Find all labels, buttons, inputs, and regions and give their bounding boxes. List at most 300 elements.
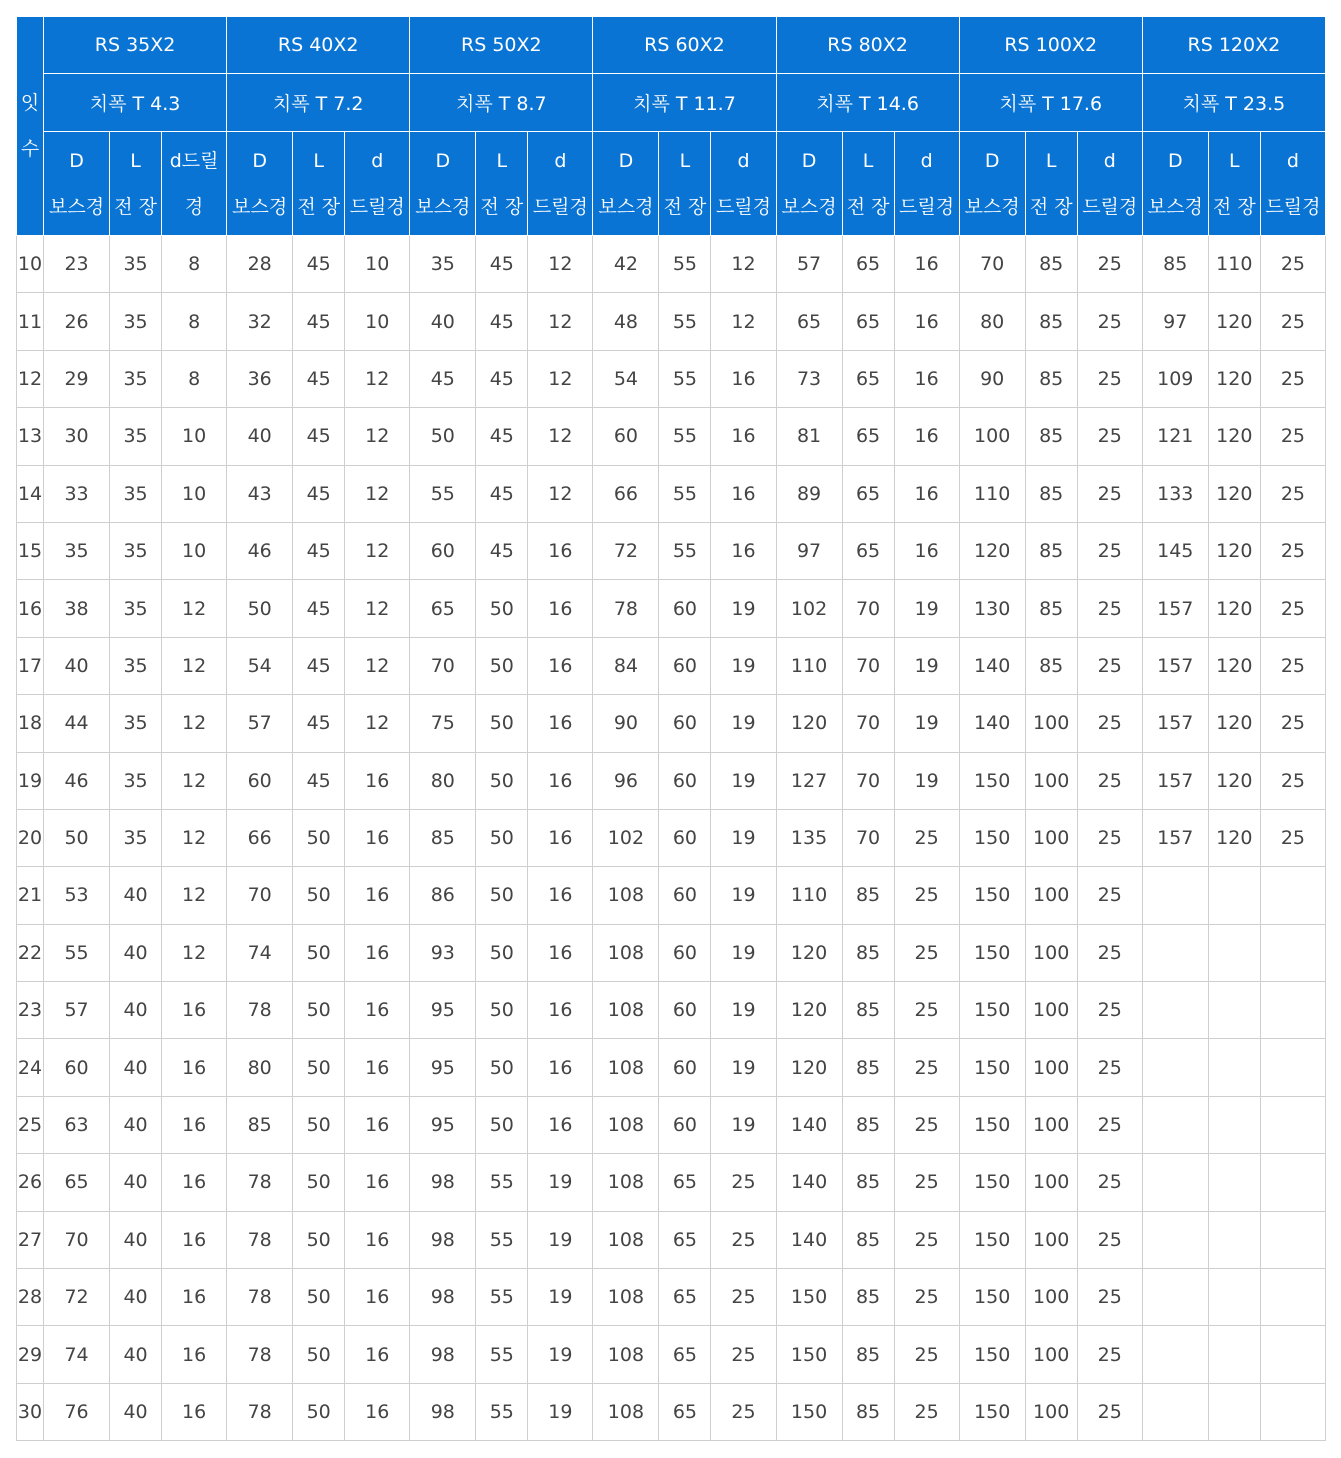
tooth-count-cell: 15	[17, 522, 44, 579]
table-cell: 12	[711, 293, 776, 350]
table-cell: 150	[959, 1326, 1025, 1383]
table-cell: 55	[476, 1383, 528, 1440]
table-cell: 25	[894, 1096, 959, 1153]
table-cell: 19	[711, 752, 776, 809]
tooth-count-cell: 26	[17, 1154, 44, 1211]
table-cell: 25	[894, 1154, 959, 1211]
table-cell: 120	[776, 1039, 842, 1096]
table-cell: 108	[593, 924, 659, 981]
table-cell: 80	[410, 752, 476, 809]
tooth-width-header: 치폭 T 4.3	[44, 74, 227, 132]
table-cell: 40	[110, 1039, 162, 1096]
table-cell: 70	[959, 236, 1025, 293]
tooth-count-cell: 28	[17, 1269, 44, 1326]
table-cell: 35	[410, 236, 476, 293]
table-row	[17, 580, 1326, 637]
table-cell: 19	[711, 924, 776, 981]
tooth-count-cell: 14	[17, 465, 44, 522]
table-cell: 45	[410, 350, 476, 407]
tooth-count-cell: 25	[17, 1096, 44, 1153]
table-row	[17, 924, 1326, 981]
table-cell: 85	[1025, 236, 1077, 293]
table-cell: 25	[1260, 522, 1325, 579]
table-cell: 44	[44, 695, 110, 752]
col-header-boss-diameter: D 보스경	[593, 132, 659, 236]
table-cell: 25	[1260, 637, 1325, 694]
table-cell: 25	[894, 1039, 959, 1096]
table-cell	[1208, 1154, 1260, 1211]
table-cell: 19	[711, 1096, 776, 1153]
table-cell: 60	[659, 695, 711, 752]
table-cell: 98	[410, 1269, 476, 1326]
table-cell: 66	[227, 809, 293, 866]
table-cell: 150	[776, 1326, 842, 1383]
col-header-drill-diameter: d드릴 경	[162, 132, 227, 236]
table-cell: 16	[528, 982, 593, 1039]
table-cell: 40	[110, 1211, 162, 1268]
tooth-width-header: 치폭 T 14.6	[776, 74, 959, 132]
table-cell: 135	[776, 809, 842, 866]
table-cell: 50	[410, 408, 476, 465]
table-cell: 85	[842, 982, 894, 1039]
table-cell: 16	[345, 752, 410, 809]
table-cell: 150	[959, 809, 1025, 866]
table-cell: 25	[1077, 465, 1142, 522]
tooth-count-cell: 19	[17, 752, 44, 809]
table-cell: 90	[959, 350, 1025, 407]
table-cell: 120	[1208, 695, 1260, 752]
table-cell: 150	[959, 1154, 1025, 1211]
table-cell	[1260, 1326, 1325, 1383]
table-cell: 54	[227, 637, 293, 694]
col-header-boss-diameter: D 보스경	[227, 132, 293, 236]
table-cell: 50	[44, 809, 110, 866]
table-cell: 50	[293, 982, 345, 1039]
table-cell: 55	[476, 1326, 528, 1383]
table-cell: 45	[293, 350, 345, 407]
table-cell: 16	[528, 752, 593, 809]
table-cell: 65	[659, 1154, 711, 1211]
table-row	[17, 1154, 1326, 1211]
table-cell: 85	[842, 1326, 894, 1383]
table-cell: 65	[842, 465, 894, 522]
table-cell: 35	[44, 522, 110, 579]
tooth-count-cell: 13	[17, 408, 44, 465]
table-cell: 86	[410, 867, 476, 924]
table-cell: 150	[959, 867, 1025, 924]
col-header-boss-diameter: D 보스경	[44, 132, 110, 236]
tooth-width-header: 치폭 T 7.2	[227, 74, 410, 132]
table-cell	[1260, 1154, 1325, 1211]
tooth-count-cell: 16	[17, 580, 44, 637]
table-cell: 120	[1208, 350, 1260, 407]
table-cell: 25	[1077, 1096, 1142, 1153]
table-cell	[1142, 1269, 1208, 1326]
table-cell: 60	[659, 982, 711, 1039]
table-cell: 16	[162, 982, 227, 1039]
table-cell	[1260, 1383, 1325, 1440]
col-header-drill-diameter: d 드릴경	[711, 132, 776, 236]
table-cell: 12	[345, 695, 410, 752]
table-row	[17, 1269, 1326, 1326]
table-cell: 45	[293, 752, 345, 809]
table-cell: 12	[162, 809, 227, 866]
col-header-length: L 전 장	[110, 132, 162, 236]
table-cell: 65	[659, 1211, 711, 1268]
table-cell: 50	[293, 809, 345, 866]
table-cell: 108	[593, 1154, 659, 1211]
table-cell: 60	[44, 1039, 110, 1096]
table-row	[17, 236, 1326, 293]
table-cell: 108	[593, 867, 659, 924]
tooth-count-cell: 18	[17, 695, 44, 752]
table-cell: 100	[1025, 1383, 1077, 1440]
table-cell: 19	[528, 1269, 593, 1326]
table-cell: 45	[476, 236, 528, 293]
table-cell: 12	[528, 293, 593, 350]
table-cell: 25	[711, 1269, 776, 1326]
table-cell: 100	[1025, 752, 1077, 809]
table-cell: 110	[776, 867, 842, 924]
tooth-count-cell: 27	[17, 1211, 44, 1268]
table-cell: 25	[1260, 293, 1325, 350]
table-cell: 25	[1077, 1154, 1142, 1211]
table-cell: 100	[959, 408, 1025, 465]
table-cell: 98	[410, 1383, 476, 1440]
table-cell: 55	[476, 1154, 528, 1211]
table-cell	[1142, 1039, 1208, 1096]
table-cell: 12	[162, 695, 227, 752]
table-cell: 40	[227, 408, 293, 465]
table-cell: 45	[293, 695, 345, 752]
table-cell: 100	[1025, 1269, 1077, 1326]
table-cell: 98	[410, 1211, 476, 1268]
table-cell: 25	[1077, 408, 1142, 465]
table-cell: 65	[410, 580, 476, 637]
table-cell: 65	[44, 1154, 110, 1211]
tooth-count-cell: 29	[17, 1326, 44, 1383]
table-cell	[1208, 1269, 1260, 1326]
table-cell: 150	[776, 1383, 842, 1440]
table-cell: 120	[1208, 522, 1260, 579]
table-cell: 16	[711, 522, 776, 579]
table-cell: 25	[894, 1269, 959, 1326]
table-cell: 108	[593, 1269, 659, 1326]
table-cell: 35	[110, 236, 162, 293]
col-header-boss-diameter: D 보스경	[1142, 132, 1208, 236]
table-cell: 100	[1025, 982, 1077, 1039]
table-cell: 19	[711, 867, 776, 924]
table-cell: 85	[1025, 522, 1077, 579]
table-cell: 55	[659, 236, 711, 293]
table-cell: 50	[476, 1096, 528, 1153]
table-cell: 98	[410, 1154, 476, 1211]
table-cell: 42	[593, 236, 659, 293]
table-cell: 85	[842, 1269, 894, 1326]
table-cell: 12	[528, 350, 593, 407]
table-cell: 12	[528, 236, 593, 293]
table-row	[17, 752, 1326, 809]
table-cell: 50	[293, 1269, 345, 1326]
table-cell: 50	[476, 695, 528, 752]
table-cell: 45	[293, 236, 345, 293]
table-cell: 85	[842, 1039, 894, 1096]
table-cell: 109	[1142, 350, 1208, 407]
table-cell: 16	[894, 293, 959, 350]
table-cell: 25	[1077, 236, 1142, 293]
col-header-drill-diameter: d 드릴경	[528, 132, 593, 236]
table-cell: 96	[593, 752, 659, 809]
table-cell: 40	[110, 1096, 162, 1153]
table-cell: 50	[476, 580, 528, 637]
table-cell: 16	[711, 350, 776, 407]
table-cell: 50	[476, 809, 528, 866]
table-cell: 98	[410, 1326, 476, 1383]
table-cell: 150	[959, 1096, 1025, 1153]
table-cell: 40	[110, 924, 162, 981]
table-cell: 30	[44, 408, 110, 465]
table-cell: 16	[345, 1326, 410, 1383]
table-cell: 40	[110, 1383, 162, 1440]
table-cell: 16	[162, 1154, 227, 1211]
table-cell: 12	[162, 752, 227, 809]
table-cell: 46	[44, 752, 110, 809]
table-cell: 40	[110, 1326, 162, 1383]
table-cell: 140	[776, 1096, 842, 1153]
table-cell: 60	[659, 637, 711, 694]
table-cell: 110	[959, 465, 1025, 522]
table-cell: 35	[110, 350, 162, 407]
table-cell: 120	[1208, 408, 1260, 465]
table-cell: 89	[776, 465, 842, 522]
table-cell: 72	[44, 1269, 110, 1326]
table-cell	[1260, 1039, 1325, 1096]
table-cell: 19	[528, 1383, 593, 1440]
table-cell: 65	[842, 293, 894, 350]
table-cell	[1208, 1039, 1260, 1096]
table-cell: 157	[1142, 695, 1208, 752]
table-cell: 25	[894, 1383, 959, 1440]
table-cell: 78	[227, 982, 293, 1039]
table-row	[17, 522, 1326, 579]
table-cell: 100	[1025, 924, 1077, 981]
table-cell: 50	[227, 580, 293, 637]
table-cell: 19	[894, 580, 959, 637]
table-cell: 50	[476, 867, 528, 924]
table-cell: 74	[44, 1326, 110, 1383]
table-cell: 95	[410, 982, 476, 1039]
table-cell: 40	[110, 1269, 162, 1326]
table-cell: 26	[44, 293, 110, 350]
tooth-count-cell: 21	[17, 867, 44, 924]
table-cell: 16	[711, 408, 776, 465]
tooth-count-cell: 11	[17, 293, 44, 350]
table-cell: 108	[593, 1096, 659, 1153]
table-row	[17, 1211, 1326, 1268]
tooth-count-cell: 12	[17, 350, 44, 407]
table-cell: 65	[842, 522, 894, 579]
table-cell: 40	[110, 1154, 162, 1211]
col-header-drill-diameter: d 드릴경	[1077, 132, 1142, 236]
table-cell: 108	[593, 982, 659, 1039]
table-cell	[1208, 1383, 1260, 1440]
table-row	[17, 1039, 1326, 1096]
table-cell: 16	[162, 1211, 227, 1268]
table-row	[17, 1326, 1326, 1383]
model-header: RS 100X2	[959, 17, 1142, 74]
table-cell	[1208, 1096, 1260, 1153]
table-cell: 145	[1142, 522, 1208, 579]
table-cell: 50	[476, 637, 528, 694]
table-cell: 95	[410, 1039, 476, 1096]
table-cell: 16	[528, 695, 593, 752]
col-header-length: L 전 장	[1208, 132, 1260, 236]
table-cell: 45	[293, 293, 345, 350]
table-cell: 90	[593, 695, 659, 752]
table-cell: 70	[227, 867, 293, 924]
table-row	[17, 982, 1326, 1039]
table-cell: 25	[1077, 1211, 1142, 1268]
table-cell: 66	[593, 465, 659, 522]
table-cell: 19	[711, 982, 776, 1039]
table-cell: 85	[1025, 637, 1077, 694]
table-cell: 35	[110, 465, 162, 522]
table-cell: 150	[959, 752, 1025, 809]
col-header-length: L 전 장	[659, 132, 711, 236]
table-cell: 16	[894, 522, 959, 579]
table-cell: 12	[345, 408, 410, 465]
table-cell: 12	[528, 408, 593, 465]
table-cell: 23	[44, 236, 110, 293]
table-cell: 25	[1077, 637, 1142, 694]
table-cell: 25	[1077, 1269, 1142, 1326]
table-cell	[1142, 1326, 1208, 1383]
table-cell: 25	[894, 982, 959, 1039]
table-cell: 45	[476, 465, 528, 522]
table-cell: 8	[162, 350, 227, 407]
table-cell: 130	[959, 580, 1025, 637]
table-cell: 25	[1077, 982, 1142, 1039]
col-header-length: L 전 장	[293, 132, 345, 236]
table-cell: 25	[894, 1211, 959, 1268]
table-cell: 57	[776, 236, 842, 293]
table-cell: 33	[44, 465, 110, 522]
table-cell: 12	[711, 236, 776, 293]
table-cell: 19	[528, 1211, 593, 1268]
table-cell: 35	[110, 522, 162, 579]
table-cell: 19	[711, 1039, 776, 1096]
table-cell: 45	[476, 350, 528, 407]
table-cell: 85	[1025, 580, 1077, 637]
tooth-width-header: 치폭 T 23.5	[1142, 74, 1325, 132]
table-cell: 85	[1025, 465, 1077, 522]
table-cell: 16	[528, 809, 593, 866]
table-cell: 16	[345, 1154, 410, 1211]
table-cell: 16	[345, 867, 410, 924]
table-cell: 85	[842, 1154, 894, 1211]
table-cell: 78	[593, 580, 659, 637]
table-cell: 57	[44, 982, 110, 1039]
table-cell: 12	[162, 637, 227, 694]
table-cell: 85	[1025, 408, 1077, 465]
table-cell	[1142, 1211, 1208, 1268]
table-cell: 10	[345, 236, 410, 293]
table-cell: 25	[1077, 522, 1142, 579]
table-cell: 60	[659, 924, 711, 981]
table-cell: 40	[110, 867, 162, 924]
table-cell: 45	[293, 465, 345, 522]
table-cell: 16	[345, 1211, 410, 1268]
table-cell: 97	[1142, 293, 1208, 350]
table-cell: 108	[593, 1326, 659, 1383]
table-cell: 85	[842, 1383, 894, 1440]
table-cell: 150	[776, 1269, 842, 1326]
col-header-drill-diameter: d 드릴경	[894, 132, 959, 236]
table-cell: 10	[162, 465, 227, 522]
table-cell: 40	[410, 293, 476, 350]
table-row	[17, 1096, 1326, 1153]
table-cell: 55	[659, 293, 711, 350]
table-cell	[1260, 982, 1325, 1039]
table-cell: 65	[776, 293, 842, 350]
table-cell: 19	[711, 809, 776, 866]
table-cell: 16	[528, 580, 593, 637]
table-cell: 19	[894, 637, 959, 694]
table-cell: 25	[1077, 1326, 1142, 1383]
table-cell	[1142, 1154, 1208, 1211]
table-cell: 57	[227, 695, 293, 752]
tooth-count-cell: 23	[17, 982, 44, 1039]
table-cell: 120	[776, 982, 842, 1039]
table-cell: 45	[293, 522, 345, 579]
table-cell: 108	[593, 1383, 659, 1440]
table-cell: 19	[711, 695, 776, 752]
tooth-width-header: 치폭 T 8.7	[410, 74, 593, 132]
table-cell: 85	[410, 809, 476, 866]
table-cell: 60	[659, 809, 711, 866]
tooth-count-cell: 20	[17, 809, 44, 866]
table-cell: 35	[110, 695, 162, 752]
table-cell: 16	[345, 1383, 410, 1440]
table-cell: 100	[1025, 867, 1077, 924]
sprocket-spec-table-container	[16, 16, 1326, 1441]
table-cell: 32	[227, 293, 293, 350]
table-cell: 127	[776, 752, 842, 809]
table-cell: 65	[842, 408, 894, 465]
table-cell: 40	[110, 982, 162, 1039]
table-cell: 60	[659, 752, 711, 809]
table-cell: 85	[842, 867, 894, 924]
table-cell: 16	[711, 465, 776, 522]
tooth-count-cell: 30	[17, 1383, 44, 1440]
table-cell: 25	[1260, 809, 1325, 866]
table-cell: 73	[776, 350, 842, 407]
table-cell: 157	[1142, 637, 1208, 694]
table-cell: 55	[476, 1269, 528, 1326]
table-cell	[1208, 1211, 1260, 1268]
table-row	[17, 350, 1326, 407]
table-row	[17, 809, 1326, 866]
table-cell: 81	[776, 408, 842, 465]
table-cell: 150	[959, 982, 1025, 1039]
table-cell: 16	[162, 1269, 227, 1326]
table-cell: 10	[345, 293, 410, 350]
table-cell: 85	[1142, 236, 1208, 293]
table-cell: 12	[162, 867, 227, 924]
table-cell: 78	[227, 1154, 293, 1211]
col-header-boss-diameter: D 보스경	[410, 132, 476, 236]
table-cell: 16	[528, 867, 593, 924]
